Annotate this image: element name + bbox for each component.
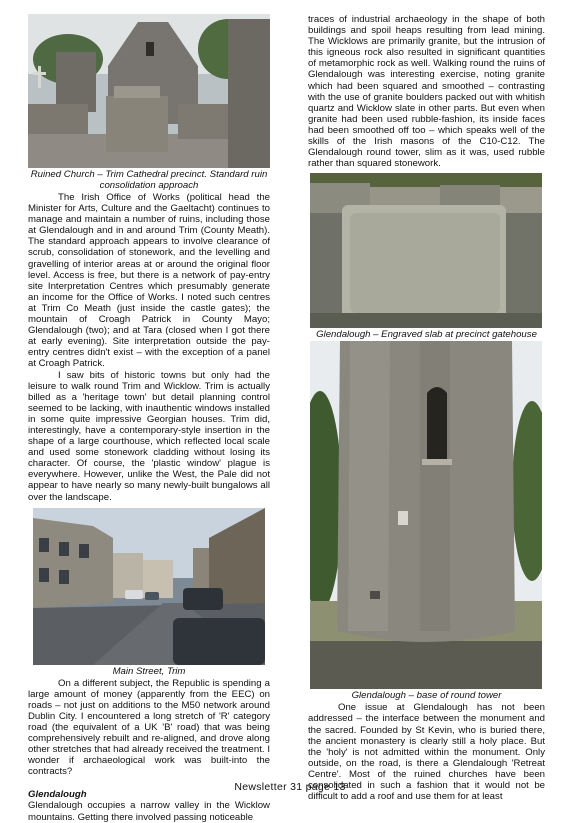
paragraph-office-of-works: The Irish Office of Works (political head the Minister for Arts, Culture and the Gaeltacht) continues to manage and maintain a number of ruins, including those at Glendalough and in and around Trim (County Meath). The standard approach appears to involve clearance of scrub, consolidation of stonework, and the levelling and gravelling of interior areas at or around the original floor level. Access is free, but there is a network of pay-entry site Interpretation Centres which presumably generate an income for the Office of Works. I noted such centres at Trim Co Meath (just inside the castle gates); the mountain of Croagh Patrick in County Mayo; Glendalough (two); and at Tara (closed when I got there at early evening). Site interpretation outside the pay-entry centres didn't exist – with the exception of a panel at Croagh Patrick. <box>28 192 270 370</box>
ruined-church-image <box>28 14 270 168</box>
photo-engraved-slab <box>310 173 542 328</box>
caption-ruined-church: Ruined Church – Trim Cathedral precinct. Standard ruin consolidation approach <box>30 169 268 191</box>
main-street-image <box>33 508 265 665</box>
caption-round-tower: Glendalough – base of round tower <box>351 690 502 702</box>
heading-glendalough: Glendalough <box>28 789 87 801</box>
photo-main-street-trim <box>33 508 265 665</box>
paragraph-sacred-interface: One issue at Glendalough has not been addressed – the interface between the monument and the sacred. Founded by St Kevin, who is buried there, the ancient monastery is clearly still a holy place. But the 'holy' is not admitted within the monument. Only outside, on the road, is there a Glendalough 'Retreat Centre'. Most of the ruined churches have been consolidated in such a fashion that it would not be difficult to add a roof and use them for at least <box>308 702 545 803</box>
paragraph-roads: On a different subject, the Republic is spending a large amount of money (apparently from the EEC) on roads – not just on additions to the M50 network around Dublin City. I encountered a long stretch of 'R' category road (the equivalent of a UK 'B' road) that was being comprehensively rebuilt and re-aligned, and drove along other stretches that had already received the treatment. I wonder if archaeological work was built-into the contracts? <box>28 677 270 778</box>
right-column <box>308 14 545 802</box>
paragraph-historic-towns: I saw bits of historic towns but only had the leisure to walk round Trim and Wicklow. Trim is actually billed as a 'heritage town' but detail planning control seemed to be lacking, with inauthentic windows installed in some quite impressive Georgian houses. Trim did, interestingly, have a contemporary-style insertion in the shape of a large courthouse, which reflected local scale and used some stonework cladding without losing its character. Of course, the 'plastic window' plague is everywhere. However, unlike the West, the Pale did not appear to have nearly so many newly-built bungalows all over the landscape. <box>28 369 270 503</box>
photo-round-tower <box>310 341 542 689</box>
engraved-slab-image <box>310 173 542 328</box>
caption-engraved-slab: Glendalough – Engraved slab at precinct gatehouse <box>316 329 537 341</box>
caption-main-street: Main Street, Trim <box>112 665 186 677</box>
round-tower-image <box>310 341 542 689</box>
paragraph-glendalough-intro: Glendalough occupies a narrow valley in the Wicklow mountains. Getting there involved passing noticeable <box>28 800 270 823</box>
left-column <box>28 14 270 823</box>
page-footer: Newsletter 31 page 13 <box>234 781 346 793</box>
photo-ruined-church <box>28 14 270 168</box>
paragraph-industrial-archaeology: traces of industrial archaeology in the shape of both buildings and spoil heaps resulting from lead mining. The Wicklows are primarily granite, but the intrusion of this igneous rock also resulted in significant quantities of metamorphic rock as well. Walking round the ruins of Glendalough was interesting exercise, noting granite which had been squared and smoothed – contrasting with the use of granite boulders packed out with whitish quartz and Wicklow slate in other parts. But even when granite had been used rubble-fashion, its inside faces had been smoothed off too – which speaks well of the skills of the Irish masons of the C10-C12. The Glendalough round tower, slim as it was, used rubble rather than squared stonework. <box>308 14 545 170</box>
